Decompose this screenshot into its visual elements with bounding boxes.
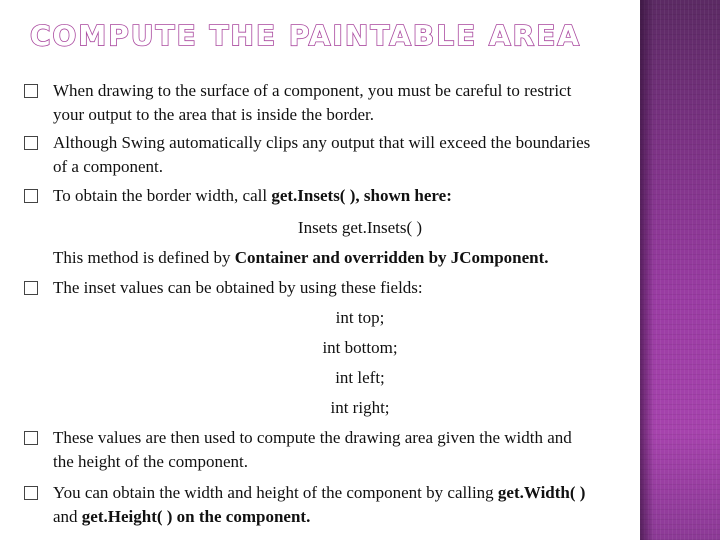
slide-title: COMPUTE THE PAINTABLE AREA bbox=[30, 19, 582, 52]
bullet-text: These values are then used to compute the drawing area given the width and the height of the component. bbox=[53, 428, 572, 471]
bullet-text: The inset values can be obtained by using these fields: bbox=[53, 278, 423, 297]
bullet-text: To obtain the border width, call get.Insets( ), shown here: bbox=[53, 186, 452, 205]
square-bullet-icon bbox=[24, 84, 38, 98]
square-bullet-icon bbox=[24, 189, 38, 203]
square-bullet-icon bbox=[24, 281, 38, 295]
bullet-text: You can obtain the width and height of the component by calling get.Width( ) and get.Height( ) on the component. bbox=[53, 483, 586, 526]
square-bullet-icon bbox=[24, 136, 38, 150]
bullet-text: When drawing to the surface of a component, you must be careful to restrict your output to the area that is inside the border. bbox=[53, 81, 572, 124]
square-bullet-icon bbox=[24, 486, 38, 500]
code-line: Insets get.Insets( ) bbox=[297, 218, 423, 237]
field-line: int top; bbox=[335, 308, 385, 327]
field-line: int left; bbox=[335, 368, 385, 387]
square-bullet-icon bbox=[24, 431, 38, 445]
slide-body: When drawing to the surface of a component, you must be careful to restrict your output to the area that is inside the border. Although Swing automatically clips any output that will exceed the boundaries of a component. To obtain the border width, call get.Insets( ), shown here: Insets get.Insets( ) This method is defined by Container and overridden by JComponent. The inset values can be obtained by using these fields: int top; int bottom; int left; int right; These values are then used to compute the drawing area given the width and the height of the component. You can obtain the width and height of the component by calling get.Width( ) and get.Height( ) on the component. bbox=[0, 0, 720, 540]
bullet-text: Although Swing automatically clips any output that will exceed the boundaries of a component. bbox=[53, 133, 591, 176]
field-line: int bottom; bbox=[322, 338, 398, 357]
field-line: int right; bbox=[330, 398, 390, 417]
